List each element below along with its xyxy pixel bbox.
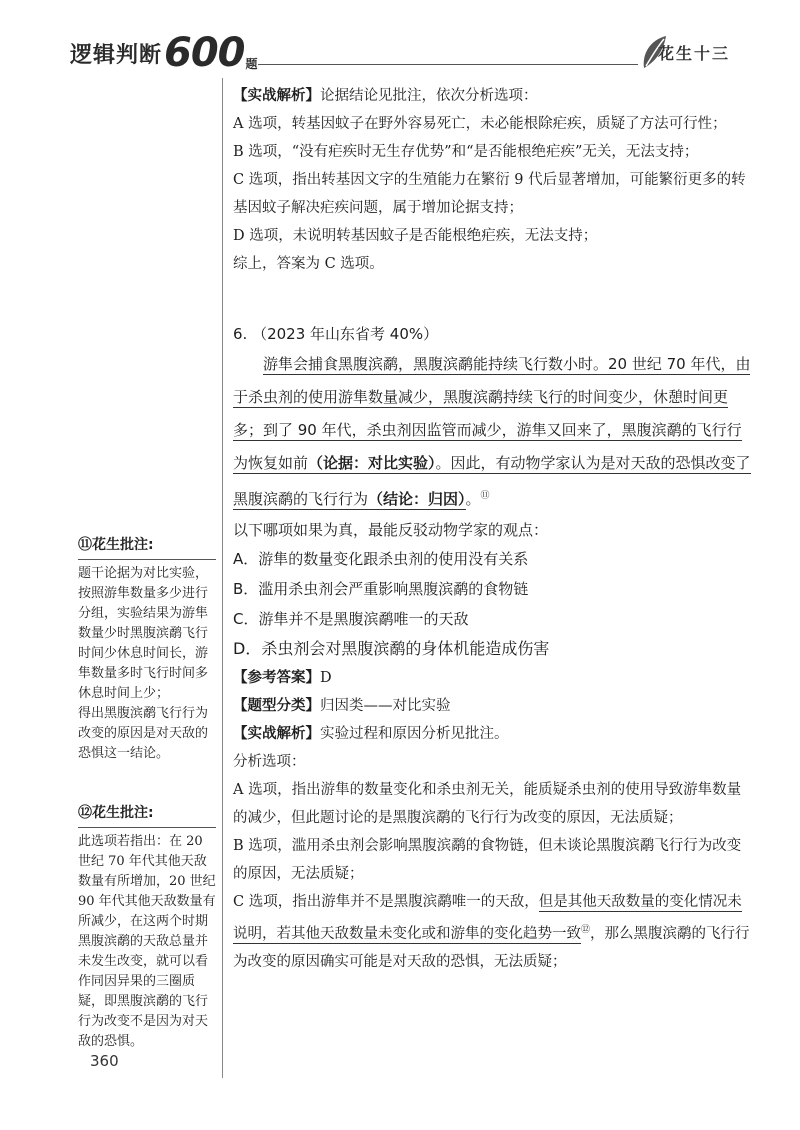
brand-name: 花生十三	[658, 44, 731, 63]
option-c: C．游隼并不是黑腹滨鹬唯一的天敌	[233, 610, 469, 628]
side-note-text-2: 得出黑腹滨鹬飞行行为改变的原因是对天敌的恐惧这一结论。	[78, 706, 209, 761]
analysis-intro	[233, 82, 753, 110]
book-title-suffix: 题	[245, 57, 259, 71]
column-divider	[222, 78, 223, 1078]
book-title	[70, 30, 259, 76]
answer-analysis-tag: 【实战解析】	[233, 726, 320, 742]
side-note-11	[78, 535, 216, 764]
question-stem	[233, 348, 753, 516]
answer-line-c-underlined: 但是其他天敌数量的变化情况未说明，若其他天敌数量未变化或和游隼的变化趋势一致	[233, 894, 742, 942]
answer-line-c-start: C 选项，指出游隼并不是黑腹滨鹬唯一的天敌，	[233, 894, 539, 910]
note-ref-11: ⑪	[480, 491, 490, 501]
page-number: 360	[90, 1052, 119, 1070]
reference-answer-tag: 【参考答案】	[233, 670, 320, 686]
reference-answer	[233, 664, 753, 692]
main-column	[233, 82, 753, 976]
analysis-tag: 【实战解析】	[233, 88, 320, 104]
answer-line-c-end: ，那么黑腹滨鹬的飞行行为改变的原因确实可能是对天敌的恐惧，无法质疑；	[233, 925, 750, 970]
question-type-value: 归因类——对比实验	[320, 698, 451, 714]
analysis-line-d: D 选项，未说明转基因蚊子是否能根绝疟疾，无法支持；	[233, 228, 598, 244]
reference-answer-value: D	[320, 670, 332, 686]
option-a: A．游隼的数量变化跟杀虫剂的使用没有关系	[233, 550, 529, 568]
book-title-text: 逻辑判断	[70, 43, 163, 68]
question-type-tag: 【题型分类】	[233, 698, 320, 714]
previous-analysis	[233, 82, 753, 278]
side-note-12	[78, 803, 216, 1052]
question-ask: 以下哪项如果为真，最能反驳动物学家的观点：	[233, 521, 549, 539]
question-type	[233, 692, 753, 720]
header-rule	[258, 64, 638, 65]
stem-conclusion: 。因此，有动物学家认为是对天敌的恐惧改变了黑腹滨鹬的飞行行为	[233, 454, 751, 508]
stem-note-conclusion: （结论：归因）	[368, 490, 466, 508]
answer-line-c	[233, 888, 753, 976]
question-title: 6. （2023 年山东省考 40%）	[233, 325, 439, 343]
options-intro: 分析选项：	[233, 754, 306, 770]
analysis-line-b: B 选项，“没有疟疾时无生存优势”和“是否能根绝疟疾”无关，无法支持；	[233, 144, 699, 160]
answer-analysis	[233, 720, 753, 748]
stem-note-evidence: （论据：对比实验）	[308, 454, 436, 472]
note-ref-12: ⑫	[581, 925, 591, 935]
analysis-intro-text: 论据结论见批注，依次分析选项：	[320, 88, 538, 104]
answer-block	[233, 664, 753, 976]
option-b: B．滥用杀虫剂会严重影响黑腹滨鹬的食物链	[233, 580, 529, 598]
brand-logo	[636, 32, 740, 72]
analysis-line-c: C 选项，指出转基因文字的生殖能力在繁衍 9 代后显著增加，可能繁衍更多的转基因蚊子解决疟疾问题，属于增加论据支持；	[233, 172, 746, 216]
side-note-text: 题干论据为对比实验，按照游隼数量多少进行分组，实验结果为游隼数量少时黑腹滨鹬飞行时间少休息时间长，游隼数量多时飞行时间多休息时间上少；	[78, 566, 209, 701]
book-title-number: 600	[164, 30, 245, 76]
answer-analysis-value: 实验过程和原因分析见批注。	[320, 726, 509, 742]
analysis-conclusion: 综上，答案为 C 选项。	[233, 256, 384, 272]
side-note-text: 此选项若指出：在 20 世纪 70 年代其他天敌数量有所增加，20 世纪 90 年代其他天敌数量有所减少，在这两个时期黑腹滨鹬的天敌总量并未发生改变，就可以看作同因异果的三圈质疑，即黑腹滨鹬的飞行行为改变不是因为对天敌的恐惧。	[78, 834, 216, 1049]
answer-line-b: B 选项，滥用杀虫剂会影响黑腹滨鹬的食物链，但未谈论黑腹滨鹬飞行行为改变的原因，无法质疑；	[233, 838, 742, 882]
analysis-line-a: A 选项，转基因蚊子在野外容易死亡，未必能根除疟疾，质疑了方法可行性；	[233, 116, 727, 132]
option-d: D．杀虫剂会对黑腹滨鹬的身体机能造成伤害	[233, 639, 550, 658]
stem-end: 。	[465, 490, 481, 508]
side-note-heading: ⑫花生批注:	[78, 803, 216, 828]
side-note-heading: ⑪花生批注:	[78, 535, 216, 560]
answer-line-a: A 选项，指出游隼的数量变化和杀虫剂无关，能质疑杀虫剂的使用导致游隼数量的减少，但此题讨论的是黑腹滨鹬的飞行行为改变的原因，无法质疑；	[233, 782, 742, 826]
question-block	[233, 320, 753, 664]
stem-premise: 游隼会捕食黑腹滨鹬，黑腹滨鹬能持续飞行数小时。20 世纪 70 年代，由于杀虫剂的使用游隼数量减少，黑腹滨鹬持续飞行的时间变少，休憩时间更多；到了 90 年代，杀虫剂因监管而减少，游隼又回来了，黑腹滨鹬的飞行行为恢复如前	[233, 355, 751, 472]
